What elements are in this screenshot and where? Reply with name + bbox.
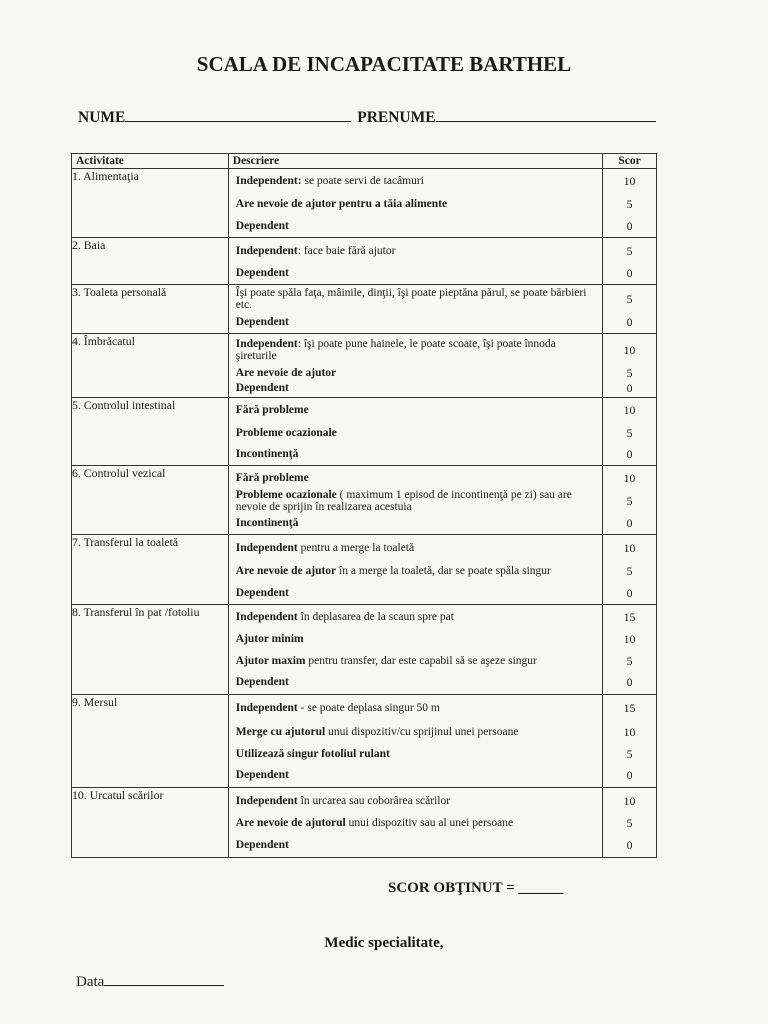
option-bold-text: Independent (235, 244, 298, 257)
score-value: 10 (623, 470, 636, 485)
nume-field[interactable] (125, 108, 351, 122)
option-description (236, 582, 598, 603)
table-row (72, 466, 657, 535)
activity-cell: 5. Controlul intestinal (72, 398, 229, 466)
option-bold-text: Ajutor minim (235, 633, 304, 645)
option-text: în deplasarea de la scaun spre pat (297, 611, 454, 623)
score-cell (603, 535, 657, 605)
score-value: 5 (626, 243, 633, 258)
option-description (236, 312, 598, 332)
option-description (236, 536, 598, 559)
score-cell (603, 695, 657, 788)
option-description (236, 191, 598, 216)
activity-cell: 7. Transferul la toaletă (72, 535, 229, 605)
option-description (236, 380, 598, 396)
option-description (236, 696, 598, 720)
option-bold-text: Are nevoie de ajutor pentru a tăia alimente (235, 197, 448, 210)
option-description (236, 650, 598, 671)
score-obtained (388, 880, 563, 897)
score-value: 10 (623, 540, 636, 555)
option-bold-text: Dependent (235, 839, 289, 851)
name-row (78, 108, 656, 127)
option-bold-text: Independent (235, 541, 298, 554)
score-cell (603, 398, 657, 466)
option-bold-text: Fără probleme (235, 404, 309, 416)
option-description (236, 467, 598, 488)
score-value: 0 (626, 265, 633, 280)
score-value: 5 (626, 653, 633, 668)
score-value: 0 (626, 447, 633, 461)
score-value: 5 (626, 365, 633, 380)
score-value: 5 (626, 425, 633, 440)
date-row (76, 972, 224, 991)
score-obtained-field[interactable]: ______ (518, 880, 564, 896)
option-description (236, 216, 598, 236)
score-cell (603, 238, 657, 285)
option-description (236, 812, 598, 834)
option-description (236, 764, 598, 786)
description-cell (228, 285, 602, 334)
option-description (236, 335, 598, 365)
activity-cell: 3. Toaleta personală (72, 285, 229, 334)
description-cell (228, 398, 602, 466)
table-row (72, 535, 657, 605)
option-text: în urcarea sau coborârea scărilor (297, 794, 451, 807)
option-bold-text: Dependent (235, 316, 289, 328)
option-text: se poate servi de tacâmuri (301, 174, 424, 187)
option-text: Îşi poate spăla faţa, mâinile, dinţii, îşi poate pieptăna părul, se poate bărbieri etc. (235, 287, 587, 311)
score-value: 0 (626, 675, 633, 689)
option-description (236, 789, 598, 812)
activity-cell: 6. Controlul vezical (72, 466, 229, 535)
option-bold-text: Fără probleme (235, 471, 309, 484)
score-value: 0 (626, 381, 633, 395)
option-description (236, 262, 598, 283)
date-label: Data (76, 974, 105, 990)
score-value: 15 (623, 701, 636, 715)
document-title: SCALA DE INCAPACITATE BARTHEL (196, 52, 572, 76)
barthel-table (71, 153, 657, 858)
option-bold-text: Dependent (235, 586, 289, 599)
option-text: - se poate deplasa singur 50 m (297, 702, 440, 714)
option-description (236, 170, 598, 191)
option-text: pentru transfer, dar este capabil să se aşeze singur (305, 654, 537, 667)
option-text: ( maximum 1 episod de incontinenţă pe zi) sau are nevoie de sprijin în realizarea acestuia (235, 488, 572, 513)
prenume-field[interactable] (436, 108, 656, 122)
option-bold-text: Independent: (235, 174, 302, 187)
option-bold-text: Independent (235, 794, 298, 807)
option-bold-text: Independent (235, 702, 298, 714)
score-value: 5 (626, 493, 633, 508)
score-value: 0 (626, 585, 633, 600)
score-value: 10 (623, 343, 636, 357)
option-text: : îşi poate pune hainele, le poate scoate, îşi poate înnoda şireturile (235, 338, 556, 362)
medic-signature-label: Medic specialitate, (324, 935, 444, 951)
option-bold-text: Probleme ocazionale (235, 426, 337, 439)
table-row (72, 788, 657, 858)
score-obtained-label: SCOR OBŢINUT = (388, 880, 515, 896)
table-body (72, 169, 657, 858)
description-cell (228, 605, 602, 695)
option-description (236, 444, 598, 464)
table-row (72, 605, 657, 695)
option-description (236, 606, 598, 628)
score-value: 0 (626, 315, 633, 329)
option-bold-text: Dependent (235, 769, 289, 781)
option-bold-text: Ajutor maxim (235, 654, 306, 667)
option-bold-text: Independent (235, 611, 298, 623)
score-value: 0 (626, 219, 633, 233)
score-value: 5 (626, 746, 633, 761)
option-bold-text: Are nevoie de ajutorul (235, 817, 346, 829)
header-scor: Scor (603, 154, 657, 169)
score-cell (603, 334, 657, 398)
option-text: pentru a merge la toaletă (297, 541, 415, 554)
score-value: 0 (626, 838, 633, 852)
description-cell (228, 169, 602, 238)
table-row (72, 334, 657, 398)
date-field[interactable] (104, 972, 224, 986)
option-bold-text: Incontinenţă (235, 448, 299, 460)
description-cell (228, 334, 602, 398)
option-bold-text: Independent (235, 338, 298, 350)
option-bold-text: Incontinenţă (235, 517, 299, 529)
description-cell (228, 238, 602, 285)
description-cell (228, 466, 602, 535)
option-description (236, 628, 598, 650)
activity-cell: 2. Baia (72, 238, 229, 285)
option-bold-text: Probleme ocazionale (235, 488, 337, 501)
description-cell (228, 535, 602, 605)
option-bold-text: Dependent (235, 382, 289, 394)
score-value: 10 (623, 632, 636, 646)
prenume-label: PRENUME (357, 109, 436, 126)
option-bold-text: Utilizează singur fotoliul rulant (235, 747, 390, 760)
option-description (236, 671, 598, 693)
option-description (236, 286, 598, 312)
table-header-row (72, 154, 657, 169)
score-value: 10 (623, 173, 636, 188)
table-row (72, 695, 657, 788)
option-description (236, 743, 598, 764)
nume-label: NUME (78, 109, 126, 126)
option-description (236, 513, 598, 533)
option-text: în a merge la toaletă, dar se poate spăla singur (336, 564, 551, 577)
option-description (236, 559, 598, 582)
score-cell (603, 169, 657, 238)
score-value: 10 (623, 724, 636, 739)
option-bold-text: Dependent (235, 676, 289, 688)
option-description (236, 720, 598, 743)
description-cell (228, 695, 602, 788)
score-value: 5 (626, 816, 633, 830)
header-descriere: Descriere (228, 154, 602, 169)
activity-cell: 8. Transferul în pat /fotoliu (72, 605, 229, 695)
activity-cell: 9. Mersul (72, 695, 229, 788)
option-text: unui dispozitiv/cu sprijinul unei persoane (325, 725, 519, 738)
score-value: 15 (623, 610, 636, 624)
score-value: 0 (626, 768, 633, 782)
option-bold-text: Are nevoie de ajutor (235, 366, 337, 379)
score-value: 5 (626, 196, 633, 211)
option-description (236, 834, 598, 856)
option-description (236, 399, 598, 421)
option-bold-text: Merge cu ajutorul (235, 725, 326, 738)
score-cell (603, 788, 657, 858)
option-text: unui dispozitiv sau al unei persoane (345, 817, 514, 829)
activity-cell: 10. Urcatul scărilor (72, 788, 229, 858)
option-description (236, 365, 598, 380)
score-cell (603, 605, 657, 695)
score-value: 10 (623, 793, 636, 808)
header-activitate: Activitate (72, 154, 229, 169)
score-cell (603, 285, 657, 334)
score-value: 5 (626, 292, 633, 306)
option-description (236, 421, 598, 444)
option-text: : face baie fără ajutor (297, 244, 396, 257)
score-value: 5 (626, 563, 633, 578)
table-row (72, 285, 657, 334)
option-description (236, 488, 598, 513)
score-value: 10 (623, 403, 636, 417)
option-bold-text: Dependent (235, 220, 289, 232)
score-value: 0 (626, 516, 633, 530)
description-cell (228, 788, 602, 858)
activity-cell: 4. Îmbrăcatul (72, 334, 229, 398)
option-bold-text: Dependent (235, 266, 289, 279)
score-cell (603, 466, 657, 535)
table-row (72, 398, 657, 466)
table-row (72, 238, 657, 285)
option-bold-text: Are nevoie de ajutor (235, 564, 337, 577)
option-description (236, 239, 598, 262)
activity-cell: 1. Alimentaţia (72, 169, 229, 238)
table-row (72, 169, 657, 238)
